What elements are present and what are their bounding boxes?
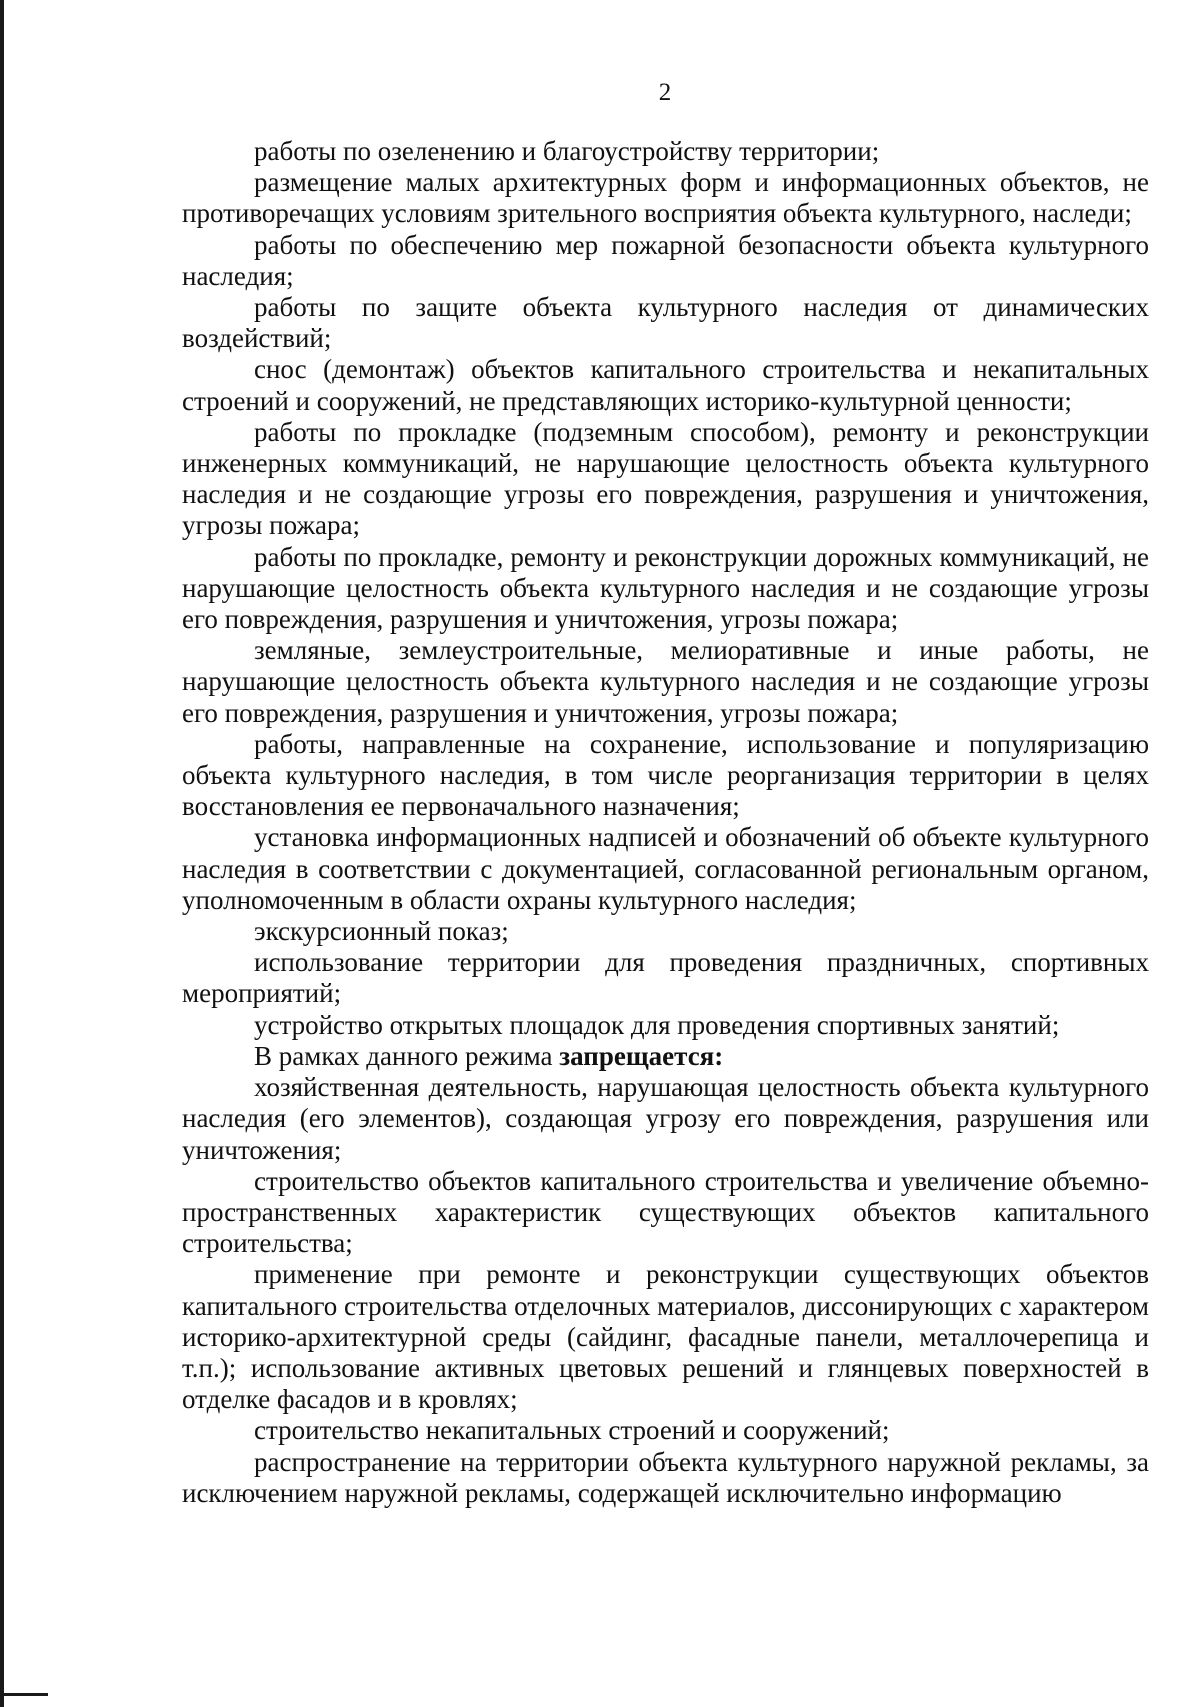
prohibition-intro-lead: В рамках данного режима	[254, 1040, 560, 1071]
scan-edge-left	[0, 0, 4, 1707]
paragraph-excursion: экскурсионный показ;	[254, 916, 509, 947]
prohibited-economic-activity: хозяйственная деятельность, нарушающая целостность объекта культурного наследия (его элементов), создающая угрозу его повреждения, разрушения или уничтожения;	[182, 1072, 1149, 1165]
prohibited-outdoor-advertising: распространение на территории объекта культурного наружной рекламы, за исключением наружной рекламы, содержащей исключительно информацию	[182, 1446, 1149, 1508]
paragraph-preservation-works: работы, направленные на сохранение, использование и популяризацию объекта культурного наследия, в том числе реорганизация территории в целях восстановления ее первоначального назначения;	[182, 728, 1149, 822]
prohibition-intro	[182, 1041, 1149, 1072]
paragraph-landscaping: работы по озеленению и благоустройству территории;	[254, 136, 880, 166]
paragraph-road-networks: работы по прокладке, ремонту и реконструкции дорожных коммуникаций, не нарушающие целостность объекта культурного наследия и не создающие угрозы его повреждения, разрушения и уничтожения, угрозы пожара;	[182, 541, 1149, 635]
prohibition-intro-emphasis: запрещается:	[559, 1040, 724, 1071]
paragraph-engineering-networks: работы по прокладке (подземным способом), ремонту и реконструкции инженерных коммуникаций, не нарушающие целостность объекта культурного наследия и не создающие угрозы его повреждения, разрушения и уничтожения, угрозы пожара;	[182, 416, 1149, 541]
paragraph-demolition: снос (демонтаж) объектов капитального строительства и некапитальных строений и сооружений, не представляющих историко-культурной ценности;	[182, 354, 1149, 416]
paragraph-information-signs: установка информационных надписей и обозначений об объекте культурного наследия в соответствии с документацией, согласованной региональным органом, уполномоченным в области охраны культурного наследия;	[182, 822, 1149, 915]
prohibited-capital-construction: строительство объектов капитального строительства и увеличение объемно-пространственных характеристик существующих объектов капитального строительства;	[182, 1165, 1149, 1259]
prohibited-finishing-materials: применение при ремонте и реконструкции существующих объектов капитального строительства отделочных материалов, диссонирующих с характером историко-архитектурной среды (сайдинг, фасадные панели, металлочерепица и т.п.); использование активных цветовых решений и глянцевых поверхностей в отделке фасадов и в кровлях;	[182, 1259, 1149, 1415]
page-number: 2	[658, 79, 672, 106]
paragraph-dynamic-protection: работы по защите объекта культурного наследия от динамических воздействий;	[182, 292, 1149, 354]
paragraph-small-architectural-forms: размещение малых архитектурных форм и информационных объектов, не противоречащих условиям зрительного восприятия объекта культурного, наследи;	[182, 167, 1149, 229]
prohibited-noncapital-structures: строительство некапитальных строений и сооружений;	[254, 1415, 890, 1446]
paragraph-fire-safety: работы по обеспечению мер пожарной безопасности объекта культурного наследия;	[182, 229, 1149, 291]
paragraph-sports-grounds: устройство открытых площадок для проведения спортивных занятий;	[254, 1009, 1060, 1040]
paragraph-earthworks: земляные, землеустроительные, мелиоративные и иные работы, не нарушающие целостность объекта культурного наследия и не создающие угрозы его повреждения, разрушения и уничтожения, угрозы пожара;	[182, 635, 1149, 728]
scan-mark-bottom	[0, 1693, 48, 1696]
paragraph-events: использование территории для проведения праздничных, спортивных мероприятий;	[182, 947, 1149, 1009]
document-body	[182, 136, 1149, 1509]
